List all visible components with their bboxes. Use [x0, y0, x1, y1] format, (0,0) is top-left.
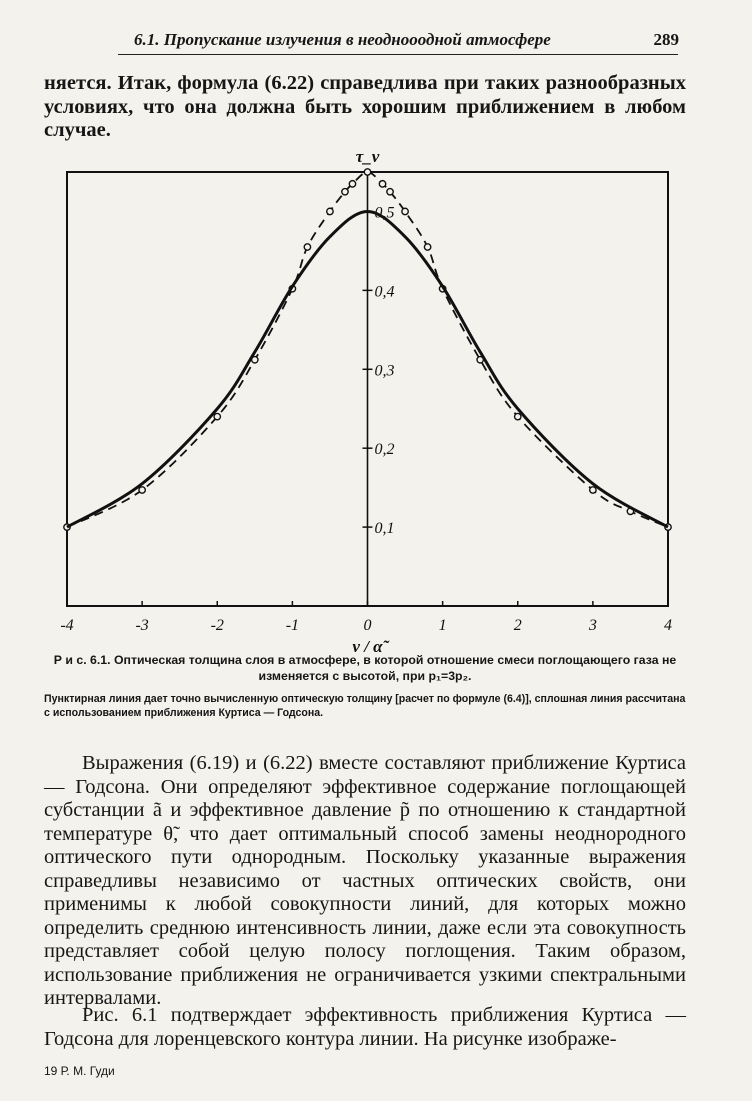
figure-note: Пунктирная линия дает точно вычисленную оптическую толщину [расчет по формуле (6.4)], сплошная линия рассчитана с использованием приближения Куртиса — Годсона. — [44, 693, 686, 719]
data-point — [379, 181, 385, 187]
data-point — [590, 487, 596, 493]
figure-caption: Р и с. 6.1. Оптическая толщина слоя в атмосфере, в которой отношение смеси поглощающего газа не изменяется с высотой, при p₁=3p₂. — [53, 653, 677, 683]
paragraph-continued: Рис. 6.1 подтверждает эффективность приближения Куртиса — Годсона для лоренцевского контура линии. На рисунке изображе- — [44, 1004, 686, 1050]
y-axis-label: τ_ν — [355, 147, 380, 166]
x-tick-label: -4 — [60, 617, 74, 634]
x-tick-label: 0 — [363, 617, 372, 634]
x-tick-label: -2 — [210, 617, 224, 634]
y-tick-label: 0,3 — [374, 362, 395, 380]
data-point — [139, 487, 145, 493]
y-tick-label: 0,2 — [374, 441, 395, 459]
y-tick-label: 0,1 — [374, 520, 395, 538]
x-tick-label: 3 — [588, 617, 597, 634]
paragraph-intro: няется. Итак, формула (6.22) справедлива при таких разнообразных условиях, что она должна быть хорошим приближением в любом случае. — [44, 72, 686, 141]
x-tick-label: 2 — [513, 617, 522, 634]
y-tick-label: 0,5 — [374, 204, 395, 222]
x-tick-label: 4 — [664, 617, 672, 634]
data-point — [424, 244, 430, 250]
page-footer: 19 Р. М. Гуди — [44, 1064, 115, 1078]
page-number: 289 — [653, 30, 679, 49]
data-point — [364, 169, 370, 175]
y-tick-label: 0,4 — [374, 283, 395, 301]
running-title: 6.1. Пропускание излучения в неоднооодной атмосфере — [134, 30, 551, 49]
data-point — [327, 208, 333, 214]
x-tick-label: 1 — [438, 617, 447, 634]
data-point — [304, 244, 310, 250]
data-point — [387, 189, 393, 195]
data-point — [402, 208, 408, 214]
data-point — [214, 413, 220, 419]
chart-plot-group — [60, 147, 672, 656]
data-point — [515, 413, 521, 419]
paragraph-main: Выражения (6.19) и (6.22) вместе составляют приближение Куртиса — Годсона. Они определяют эффективное содержание поглощающей субстанции ã и эффективное давление p̃ по отношению к стандартной температуре θ̃, что дает оптимальный способ замены неоднородного оптического пути однородным. Поскольку указанные выражения справедливы независимо от частных оптических свойств, они применимы к любой совокупности линий, для которых можно определить среднюю интенсивность линии, даже если эта совокупность представляет собой целую полосу поглощения. Таким образом, использование приближения не ограничивается узкими спектральными интервалами. — [44, 752, 686, 1009]
x-tick-label: -1 — [285, 617, 300, 634]
x-axis-label: ν / α̃ — [352, 637, 383, 656]
data-point — [349, 181, 355, 187]
x-tick-label: -3 — [135, 617, 149, 634]
data-point — [342, 189, 348, 195]
